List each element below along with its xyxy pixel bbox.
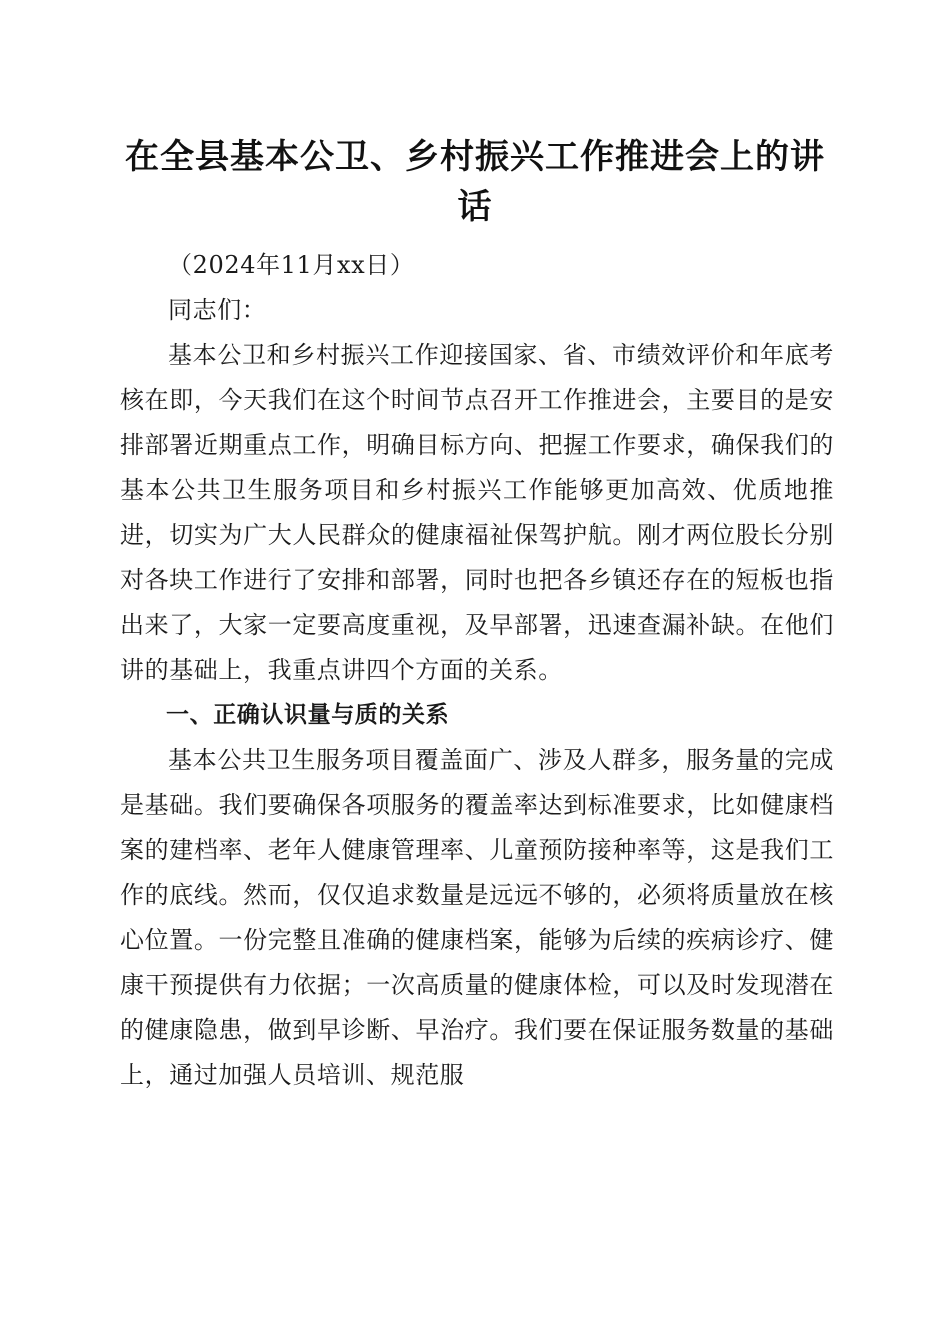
- salutation: 同志们：: [168, 296, 267, 324]
- speech-date: （2024年11月xx日）: [168, 251, 415, 279]
- intro-paragraph: 基本公卫和乡村振兴工作迎接国家、省、市绩效评价和年底考核在即，今天我们在这个时间节点召开工作推进会，主要目的是安排部署近期重点工作，明确目标方向、把握工作要求，确保我们的基本公共卫生服务项目和乡村振兴工作能够更加高效、优质地推进，切实为广大人民群众的健康福祉保驾护航。刚才两位股长分别对各块工作进行了安排和部署，同时也把各乡镇还存在的短板也指出来了，大家一定要高度重视，及早部署，迅速查漏补缺。在他们讲的基础上，我重点讲四个方面的关系。: [120, 341, 834, 684]
- section-paragraph: 基本公共卫生服务项目覆盖面广、涉及人群多，服务量的完成是基础。我们要确保各项服务的覆盖率达到标准要求，比如健康档案的建档率、老年人健康管理率、儿童预防接种率等，这是我们工作的底线。然而，仅仅追求数量是远远不够的，必须将质量放在核心位置。一份完整且准确的健康档案，能够为后续的疾病诊疗、健康干预提供有力依据；一次高质量的健康体检，可以及时发现潜在的健康隐患，做到早诊断、早治疗。我们要在保证服务数量的基础上，通过加强人员培训、规范服: [120, 746, 834, 1089]
- section-heading: 一、正确认识量与质的关系: [166, 702, 450, 728]
- document-body: [120, 243, 834, 1098]
- document-title: 在全县基本公卫、乡村振兴工作推进会上的讲话: [125, 137, 825, 227]
